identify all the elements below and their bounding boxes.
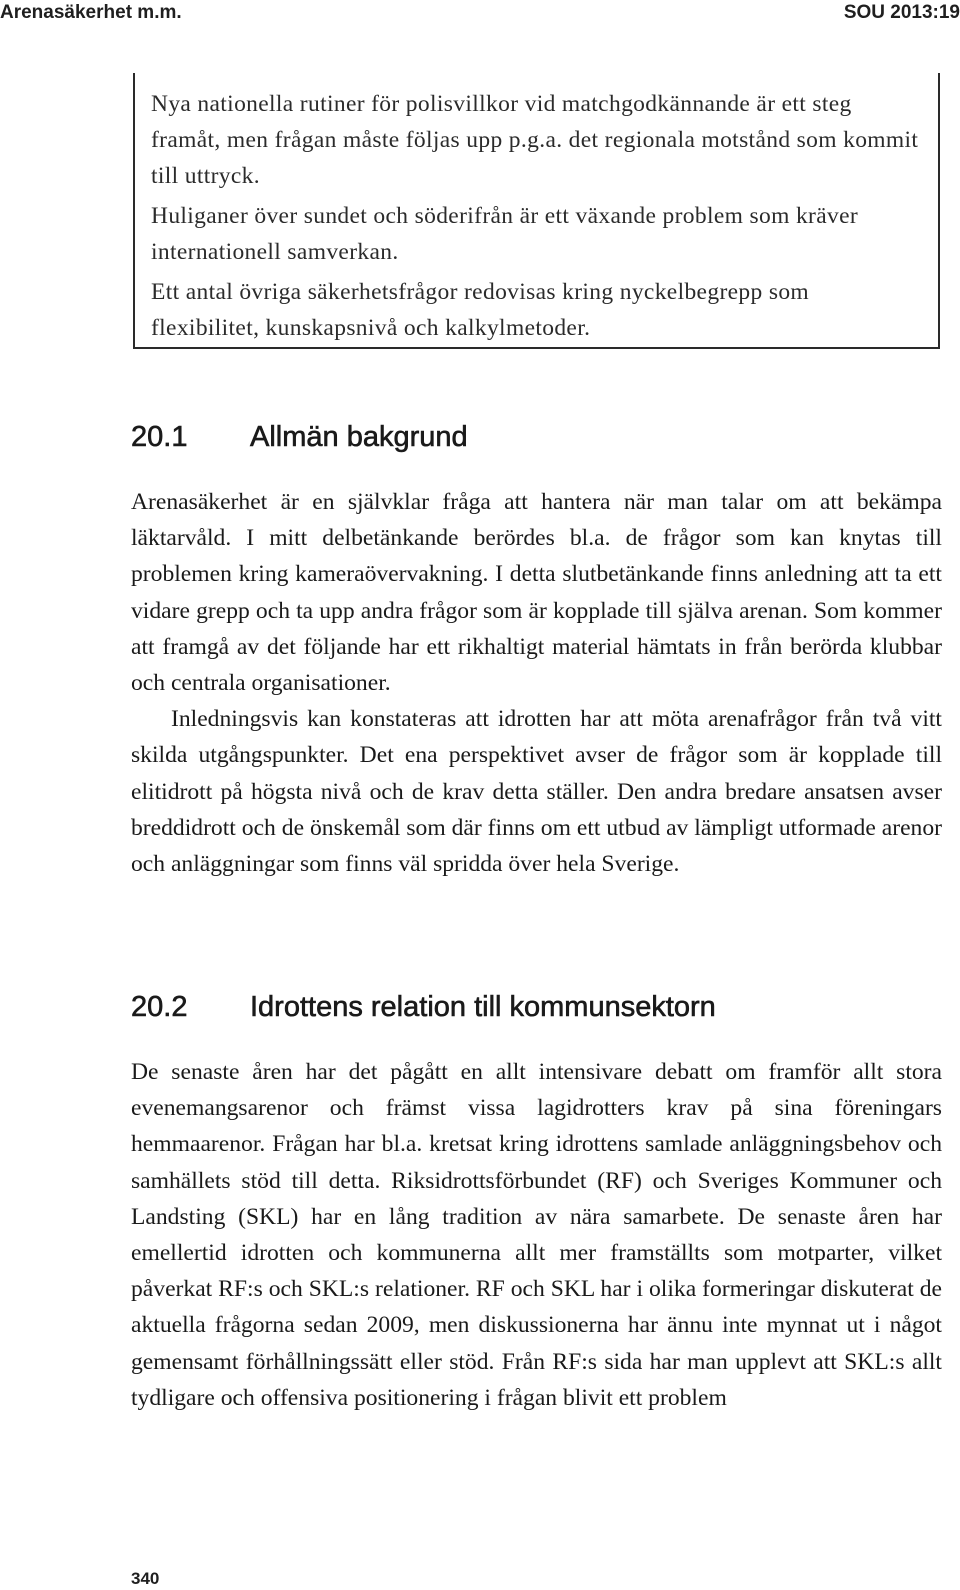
page-number: 340	[131, 1569, 160, 1588]
body-paragraph: Arenasäkerhet är en självklar fråga att hantera när man talar om att bekämpa läktarvåld. I mitt delbetänkande berördes bl.a. de frågor som kan knytas till problemen kring kameraövervakning. I detta slutbetänkande finns anledning att ta ett vidare grepp och ta upp andra frågor som är kopplade till själva arenan. Som kommer att framgå av det följande har ett rikhaltigt material hämtats in från berörda klubbar och centrala organisationer.	[131, 489, 942, 697]
section-number: 20.1	[131, 421, 188, 453]
summary-paragraph: Huliganer över sundet och söderifrån är ett växande problem som kräver internationell samverkan.	[151, 203, 859, 265]
section-heading	[131, 990, 942, 1024]
running-header-title: Arenasäkerhet m.m.	[0, 2, 182, 23]
section-title: Allmän bakgrund	[250, 421, 468, 453]
section-allman-bakgrund	[131, 420, 942, 882]
body-paragraph: Inledningsvis kan konstateras att idrotten har att möta arenafrågor från två vitt skilda utgångspunkter. Det ena perspektivet avser de frågor som är kopplade till elitidrott på högsta nivå och de krav detta ställer. Den andra bredare ansatsen avser breddidrott och de önskemål som där finns om ett utbud av lämpligt utformade arenor och anläggningar som finns väl spridda över hela Sverige.	[131, 706, 942, 878]
running-header	[0, 2, 960, 30]
section-number: 20.2	[131, 991, 188, 1023]
section-title: Idrottens relation till kommunsektorn	[250, 991, 716, 1023]
body-paragraph: De senaste åren har det pågått en allt intensivare debatt om framför allt stora evenemangsarenor och främst vissa lagidrotters krav på sina föreningars hemmaarenor. Frågan har bl.a. kretsat kring idrottens samlade anläggningsbehov och samhällets stöd till detta. Riksidrottsförbundet (RF) och Sveriges Kommuner och Landsting (SKL) har en lång tradition av nära samarbete. De senaste åren har emellertid idrotten och kommunerna allt mer framställts som motparter, vilket påverkat RF:s och SKL:s relationer. RF och SKL har i olika formeringar diskuterat de aktuella frågorna sedan 2009, men diskussionerna har ännu inte mynnat ut i något gemensamt förhållningssätt eller stöd. Från RF:s sida har man upplevt att SKL:s allt tydligare och offensiva positionering i frågan blivit ett problem	[131, 1059, 942, 1411]
section-body	[131, 1054, 942, 1416]
running-header-report-id: SOU 2013:19	[843, 2, 960, 23]
section-body	[131, 484, 942, 882]
summary-paragraph: Ett antal övriga säkerhetsfrågor redovisas kring nyckelbegrepp som flexibilitet, kunskapsnivå och kalkylmetoder.	[151, 279, 810, 341]
summary-paragraph: Nya nationella rutiner för polisvillkor vid matchgodkännande är ett steg framåt, men frågan måste följas upp p.g.a. det regionala motstånd som kommit till uttryck.	[151, 91, 919, 189]
summary-box	[133, 73, 940, 349]
section-idrottens-relation	[131, 990, 942, 1416]
section-heading	[131, 420, 942, 454]
